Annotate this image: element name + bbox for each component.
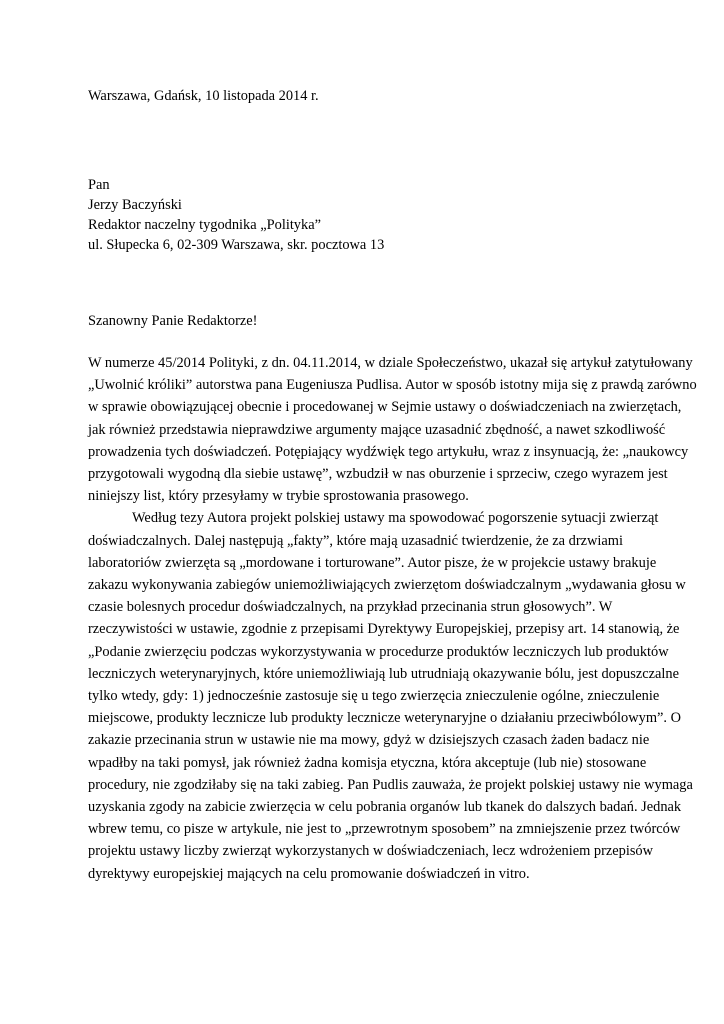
letter-body: [88, 352, 697, 885]
paragraph-2-line: tylko wtedy, gdy: 1) jednocześnie zastosuje się u tego zwierzęcia znieczulenie ogólne, znieczulenie: [88, 688, 660, 705]
paragraph-2-line: wbrew temu, co pisze w artykule, nie jest to „przewrotnym sposobem” na zmniejszenie przez twórców: [88, 821, 681, 838]
paragraph-2-line: projektu ustawy liczby zwierząt wykorzystanych w doświadczeniach, lecz wdrożeniem przepisów: [88, 843, 654, 860]
paragraph-2-line: miejscowe, produkty lecznicze lub produkty lecznicze weterynaryjne o działaniu przeciwbólowym”. O: [88, 710, 681, 727]
addressee-address: ul. Słupecka 6, 02-309 Warszawa, skr. pocztowa 13: [88, 237, 385, 253]
date-text: Warszawa, Gdańsk, 10 listopada 2014 r.: [88, 88, 319, 104]
paragraph-2-line: doświadczalnych. Dalej następują „fakty”, które mają uzasadnić twierdzenie, że za drzwiami: [88, 532, 623, 549]
paragraph-2-line: Według tezy Autora projekt polskiej ustawy ma spowodować pogorszenie sytuacji zwierząt: [132, 510, 659, 527]
paragraph-2-line: laboratoriów zwierzęta są „mordowane i torturowane”. Autor pisze, że w projekcie ustawy brakuje: [88, 554, 657, 571]
paragraph-2-line: procedury, nie zgodziłaby się na taki zabieg. Pan Pudlis zauważa, że projekt polskiej ustawy nie wymaga: [88, 776, 693, 793]
paragraph-2-line: uzyskania zgody na zabicie zwierzęcia w celu pobrania organów lub tkanek do dalszych badań. Jednak: [88, 799, 682, 816]
paragraph-1-line: niniejszy list, który przesyłamy w trybie sprostowania prasowego.: [88, 488, 469, 505]
paragraph-2-line: zakazie przecinania strun w ustawie nie ma mowy, gdyż w dzisiejszych czasach żaden badacz nie: [88, 732, 650, 749]
date-line: [88, 86, 648, 106]
addressee-position: Redaktor naczelny tygodnika „Polityka”: [88, 217, 321, 233]
paragraph-2-line: dyrektywy europejskiej mających na celu promowanie doświadczeń in vitro.: [88, 865, 530, 882]
greeting-text: Szanowny Panie Redaktorze!: [88, 313, 258, 329]
paragraph-2-line: leczniczych weterynaryjnych, które uniemożliwiają lub utrudniają okazywanie bólu, jest dopuszczalne: [88, 665, 679, 682]
paragraph-2-line: rzeczywistości w ustawie, zgodnie z przepisami Dyrektywy Europejskiej, przepisy art. 14 stanowią, że: [88, 621, 680, 638]
paragraph-2-line: „Podanie zwierzęciu podczas wykorzystywania w procedurze produktów leczniczych lub produktów: [88, 643, 669, 660]
paragraph-1-line: przygotowali wygodną dla siebie ustawę”, wzbudził w nas oburzenie i sprzeciw, czego wyrazem jest: [88, 466, 668, 483]
addressee-title: Pan: [88, 177, 110, 193]
paragraph-1-line: W numerze 45/2014 Polityki, z dn. 04.11.2014, w dziale Społeczeństwo, ukazał się artykuł zatytułowany: [88, 355, 693, 371]
paragraph-1-line: jak również przedstawia nieprawdziwe argumenty mające uzasadnić zbędność, a nawet szkodliwość: [88, 421, 666, 438]
paragraph-1-line: „Uwolnić króliki” autorstwa pana Eugeniusza Pudlisa. Autor w sposób istotny mija się z prawdą zarówno: [88, 377, 697, 394]
addressee-name: Jerzy Baczyński: [88, 197, 182, 213]
paragraph-2-line: zakazu wykonywania zabiegów uniemożliwiających zwierzętom doświadczalnym „wydawania głosu w: [88, 577, 686, 594]
addressee-block: [88, 175, 648, 255]
paragraph-1-line: w sprawie obowiązującej obecnie i procedowanej w Sejmie ustawy o doświadczeniach na zwierzętach,: [88, 399, 682, 416]
paragraph-1-line: prowadzenia tych doświadczeń. Potępiający wydźwięk tego artykułu, wraz z insynuacją, że: „naukowcy: [88, 443, 689, 460]
paragraph-2-line: czasie bolesnych procedur doświadczalnych, na przykład przecinania strun głosowych”. W: [88, 599, 613, 616]
paragraph-2-line: wpadłby na taki pomysł, jak również żadna komisja etyczna, która akceptuje (lub nie) stosowane: [88, 754, 647, 771]
greeting: [88, 311, 648, 331]
